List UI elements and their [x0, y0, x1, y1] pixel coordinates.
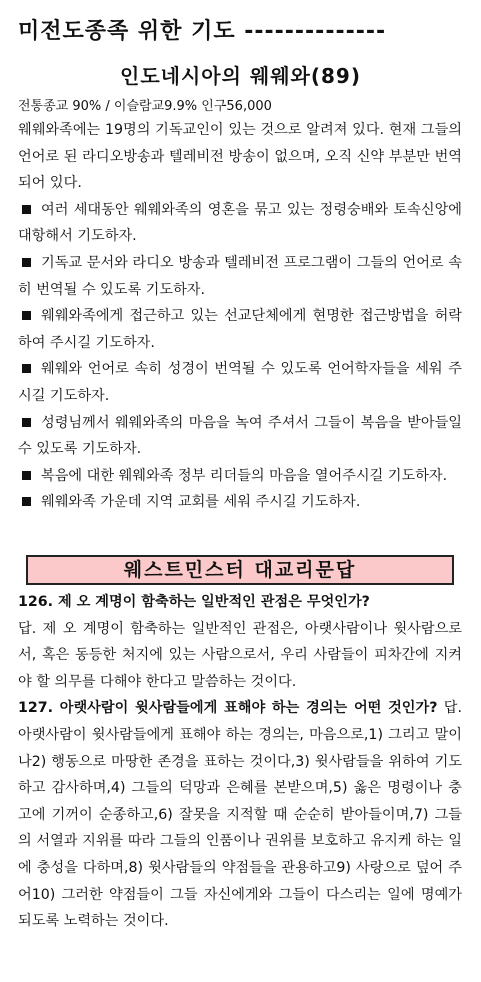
bullet-square-icon — [22, 205, 31, 214]
prayer-text: 기독교 문서와 라디오 방송과 텔레비전 프로그램이 그들의 언어로 속히 번역될 수 있도록 기도하자. — [18, 254, 462, 298]
bullet-square-icon — [22, 497, 31, 506]
people-group-body — [18, 117, 462, 516]
people-group-stats: 전통종교 90% / 이슬람교9.9% 인구56,000 — [18, 99, 272, 114]
bullet-square-icon — [22, 258, 31, 267]
prayer-item — [18, 197, 462, 250]
prayer-item — [18, 489, 462, 516]
header-title: 미전도종족 위한 기도 — [18, 19, 236, 44]
prayer-item — [18, 410, 462, 463]
answer-127: 답. 아랫사람이 윗사람들에게 표해야 하는 경의는, 마음으로,1) 그리고 말이나2) 행동으로 마땅한 존경을 표하는 것이다,3) 윗사람들을 위하여 기도하고 감사하며,4) 그들의 덕망과 은혜를 본받으며,5) 옳은 명령이나 충고에 기꺼이 순종하고,6) 잘못을 지적할 때 순순히 받아들이며,7) 그들의 서열과 지위를 따라 그들의 인품이나 권위를 보호하고 유지케 하는 일에 충성을 다하며,8) 윗사람들의 약점들을 관용하고9) 사랑으로 덮어 주어10) 그러한 약점들이 그들 자신에게와 그들이 다스리는 일에 명예가 되도록 노력하는 것이다. — [18, 700, 462, 930]
prayer-item — [18, 303, 462, 356]
prayer-item — [18, 250, 462, 303]
question-127: 127. 아랫사람이 윗사람들에게 표해야 하는 경의는 어떤 것인가? — [18, 700, 438, 717]
bullet-square-icon — [22, 364, 31, 373]
prayer-text: 웨웨와족에게 접근하고 있는 선교단체에게 현명한 접근방법을 허락하여 주시길 기도하자. — [18, 308, 462, 351]
prayer-text: 웨웨와 언어로 속히 성경이 번역될 수 있도록 언어학자들을 세워 주시길 기도하자. — [18, 361, 462, 404]
catechism-body — [18, 589, 462, 935]
catechism-banner: 웨스트민스터 대교리문답 — [26, 555, 454, 585]
bullet-square-icon — [22, 471, 31, 480]
question-126: 126. 제 오 계명이 함축하는 일반적인 관점은 무엇인가? — [18, 594, 370, 610]
prayer-text: 여러 세대동안 웨웨와족의 영혼을 묶고 있는 정령숭배와 토속신앙에 대항해서 기도하자. — [18, 201, 462, 245]
prayer-text: 복음에 대한 웨웨와족 정부 리더들의 마음을 열어주시길 기도하자. — [41, 467, 448, 484]
prayer-item — [18, 463, 462, 490]
bullet-square-icon — [22, 311, 31, 320]
page-header — [18, 14, 386, 45]
answer-126: 답. 제 오 계명이 함축하는 일반적인 관점은, 아랫사람이나 윗사람으로서, 혹은 동등한 처지에 있는 사람으로서, 우리 사람들이 피차간에 지켜야 할 의무를 다해야 한다고 말씀하는 것이다. — [18, 620, 462, 690]
bullet-square-icon — [22, 418, 31, 427]
header-dashes: -------------- — [244, 19, 387, 44]
intro-paragraph: 웨웨와족에는 19명의 기독교인이 있는 것으로 알려져 있다. 현재 그들의 언어로 된 라디오방송과 텔레비전 방송이 없으며, 오직 신약 부분만 번역되어 있다. — [18, 122, 462, 192]
prayer-text: 웨웨와족 가운데 지역 교회를 세워 주시길 기도하자. — [41, 494, 361, 511]
qa-127 — [18, 695, 462, 934]
people-group-title: 인도네시아의 웨웨와(89) — [120, 64, 361, 88]
prayer-text: 성령님께서 웨웨와족의 마음을 녹여 주셔서 그들이 복음을 받아들일 수 있도록 기도하자. — [18, 414, 462, 458]
prayer-item — [18, 356, 462, 409]
